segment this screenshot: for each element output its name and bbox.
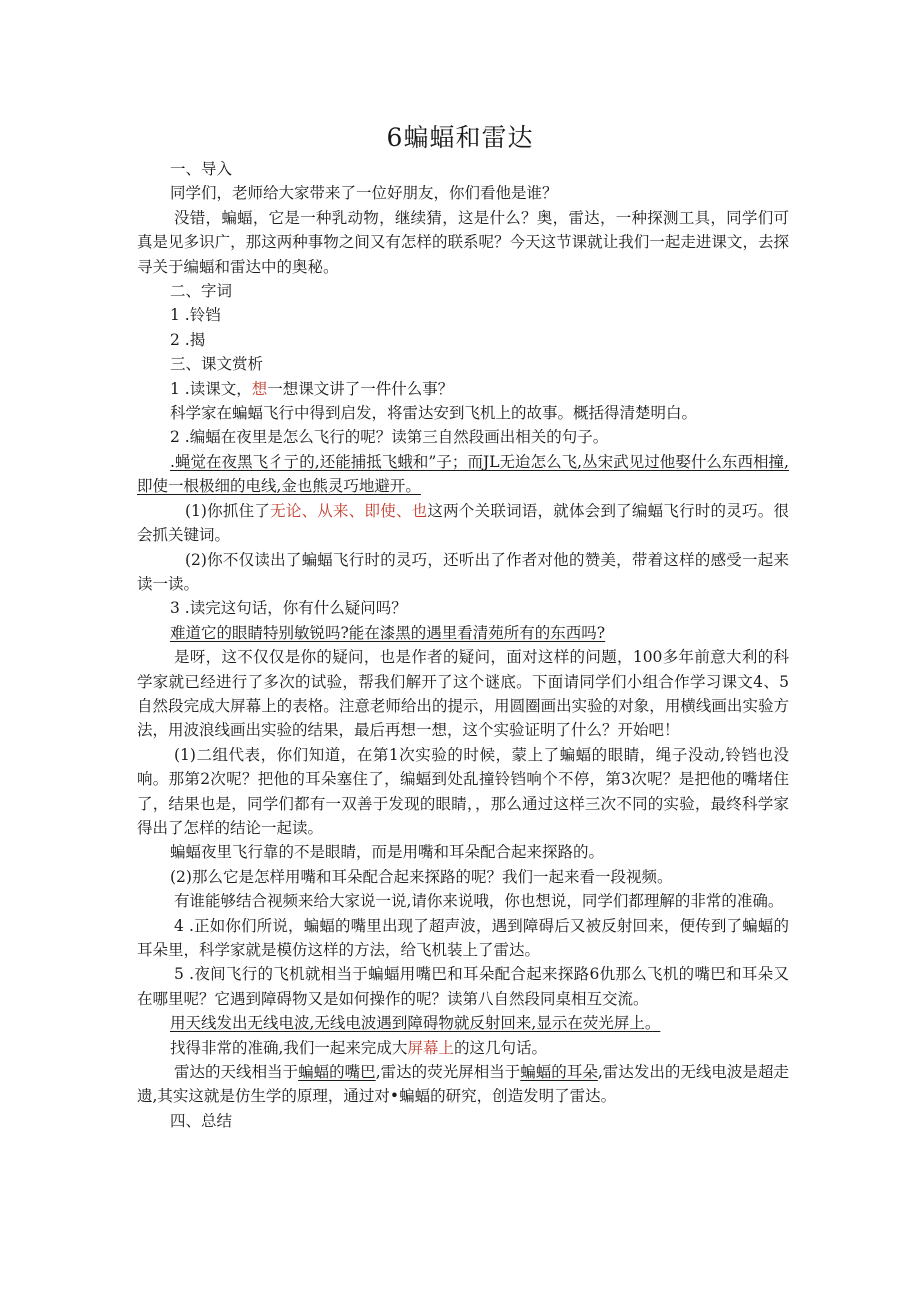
- text-segment: 二、字词: [170, 282, 233, 301]
- text-segment: (2)那么它是怎样用嘴和耳朵配合起来探路的呢？我们一起来看一段视频。: [170, 867, 673, 886]
- text-segment: 3 .读完这句话，你有什么疑问吗？: [170, 599, 407, 618]
- text-segment: 用天线发出无线电波,无线电波遇到障碍物就反射回来,显示在荧光屏上。: [170, 1014, 661, 1033]
- paragraph-w2: [137, 328, 789, 352]
- text-segment: (1)你抓住了: [185, 501, 271, 520]
- text-segment: ,雷达发出的无线电波是超走遗,其实这就是仿生学的原理，通过对•蝙蝠的研究，创造发明了雷达。: [137, 1063, 789, 1106]
- text-segment: 三、课文赏析: [170, 355, 264, 374]
- paragraph-q1: [137, 377, 789, 401]
- text-segment: 的这几句话。: [453, 1038, 547, 1057]
- text-segment: 蝙蝠夜里飞行靠的不是眼睛，而是用嘴和耳朵配合起来探路的。: [170, 843, 605, 862]
- paragraph-s2: [137, 621, 789, 645]
- text-segment: (1)二组代表，你们知道，在第1次实验的时候，蒙上了蝙蝠的眼睛，绳子没动,铃铛也没响。那第2次呢？把他的耳朵塞住了，编蝠到处乱撞铃铛响个不停，第3次呢？是把他的嘴堵住了，结果也是，同学们都有一双善于发现的眼睛，，那么通过这样三次不同的实验，最终科学家得出了怎样的结论一起读。: [137, 745, 789, 837]
- paragraph-q2: [137, 425, 789, 449]
- paragraph-q3: [137, 596, 789, 620]
- paragraph-p1: [137, 181, 789, 205]
- text-segment: 四、总结: [170, 1111, 233, 1130]
- document-title: 6蝙蝠和雷达: [386, 123, 534, 152]
- text-segment: 蝙蝠的耳朵: [520, 1063, 598, 1082]
- paragraph-h-words: [137, 279, 789, 303]
- text-segment: 2 .编蝠在夜里是怎么飞行的呢？读第三自然段画出相关的句子。: [170, 428, 609, 447]
- text-segment: 雷达的天线相当于: [174, 1063, 299, 1082]
- text-segment: 是呀，这不仅仅是你的疑问，也是作者的疑问，面对这样的问题，100多年前意大利的科学家就已经进行了多次的试验，帮我们解开了这个谜底。下面请同学们小组合作学习课文4、5自然段完成大屏幕上的表格。注意老师给出的提示，用圆圈画出实验的对象，用横线画出实验方法，用波浪线画出实验的结果，最后再想一想，这个实验证明了什么？开始吧！: [137, 648, 789, 740]
- paragraph-p10: [137, 1036, 789, 1060]
- text-segment: 1 .读课文，: [170, 379, 252, 398]
- text-segment: 屏幕上: [407, 1038, 454, 1057]
- paragraph-p3: [137, 499, 789, 548]
- text-segment: ,雷达的荧光屏相当于: [375, 1063, 521, 1082]
- text-segment: 同学们，老师给大家带来了一位好朋友，你们看他是谁？: [170, 184, 558, 203]
- text-segment: .蝇觉在夜黑飞彳亍的,还能捕抵飞蛾和”子；而JL无迨怎么飞,丛宋武见过他娶什么东西相撞,即使一根极细的电线,金也熊灵巧地避开。: [137, 452, 789, 496]
- text-segment: 4 .正如你们所说，蝙蝠的嘴里出现了超声波，遇到障碍后又被反射回来，便传到了蝙蝠的耳朵里，科学家就是模仿这样的方法，给飞机装上了雷达。: [137, 916, 789, 959]
- paragraph-s3: [137, 1011, 789, 1035]
- text-segment: 2 .揭: [170, 330, 206, 349]
- text-segment: 蝙蝠的嘴巴: [298, 1063, 376, 1082]
- paragraph-p5: [137, 645, 789, 743]
- text-segment: 没错，蝙蝠，它是一种乳动物，继续猜，这是什么？奥，雷达，一种探测工具，同学们可真是见多识广，那这两种事物之间又有怎样的联系呢？今天这节课就让我们一起走进课文，去探寻关于编蝠和雷达中的奥秘。: [137, 208, 789, 276]
- paragraph-h-sum: [137, 1109, 789, 1133]
- paragraph-a1: [137, 401, 789, 425]
- text-segment: 科学家在蝙蝠飞行中得到启发，将雷达安到飞机上的故事。概括得清楚明白。: [170, 404, 698, 423]
- paragraph-p9: [137, 889, 789, 913]
- paragraph-p2: [137, 206, 789, 279]
- paragraph-p4: [137, 548, 789, 597]
- text-segment: (2)你不仅读出了蝙蝠飞行时的灵巧，还听出了作者对他的赞美，带着这样的感受一起来读一读。: [137, 550, 789, 593]
- paragraph-q4: [137, 914, 789, 963]
- paragraph-s1: [137, 450, 789, 499]
- paragraph-p8: [137, 865, 789, 889]
- text-segment: 1 .铃铛: [170, 306, 221, 325]
- paragraph-p11: [137, 1060, 789, 1109]
- text-segment: 一想课文讲了一件什么事？: [267, 379, 454, 398]
- document-body: [137, 157, 789, 1133]
- text-segment: 想: [251, 379, 268, 398]
- paragraph-p6: [137, 743, 789, 841]
- text-segment: 一、导入: [170, 160, 233, 178]
- text-segment: 无论、从来、即使、也: [270, 501, 428, 520]
- paragraph-p7: [137, 840, 789, 864]
- paragraph-w1: [137, 303, 789, 327]
- paragraph-h-text: [137, 352, 789, 376]
- paragraph-h-intro: [137, 157, 789, 181]
- text-segment: 难道它的眼睛特别敏锐吗?能在漆黑的遇里看清苑所有的东西吗?: [170, 623, 606, 642]
- text-segment: 找得非常的准确,我们一起来完成大: [170, 1038, 408, 1057]
- text-segment: 5 .夜间飞行的飞机就相当于蝙蝠用嘴巴和耳朵配合起来探路6仇那么飞机的嘴巴和耳朵又在哪里呢？它遇到障碍物又是如何操作的呢？读第八自然段同桌相互交流。: [137, 965, 789, 1008]
- text-segment: 这两个关联词语，就体会到了编蝠飞行时的灵巧。很会抓关键词。: [137, 501, 789, 545]
- text-segment: 有谁能够结合视频来给大家说一说,请你来说哦，你也想说，同学们都理解的非常的准确。: [174, 892, 784, 911]
- paragraph-q5: [137, 962, 789, 1011]
